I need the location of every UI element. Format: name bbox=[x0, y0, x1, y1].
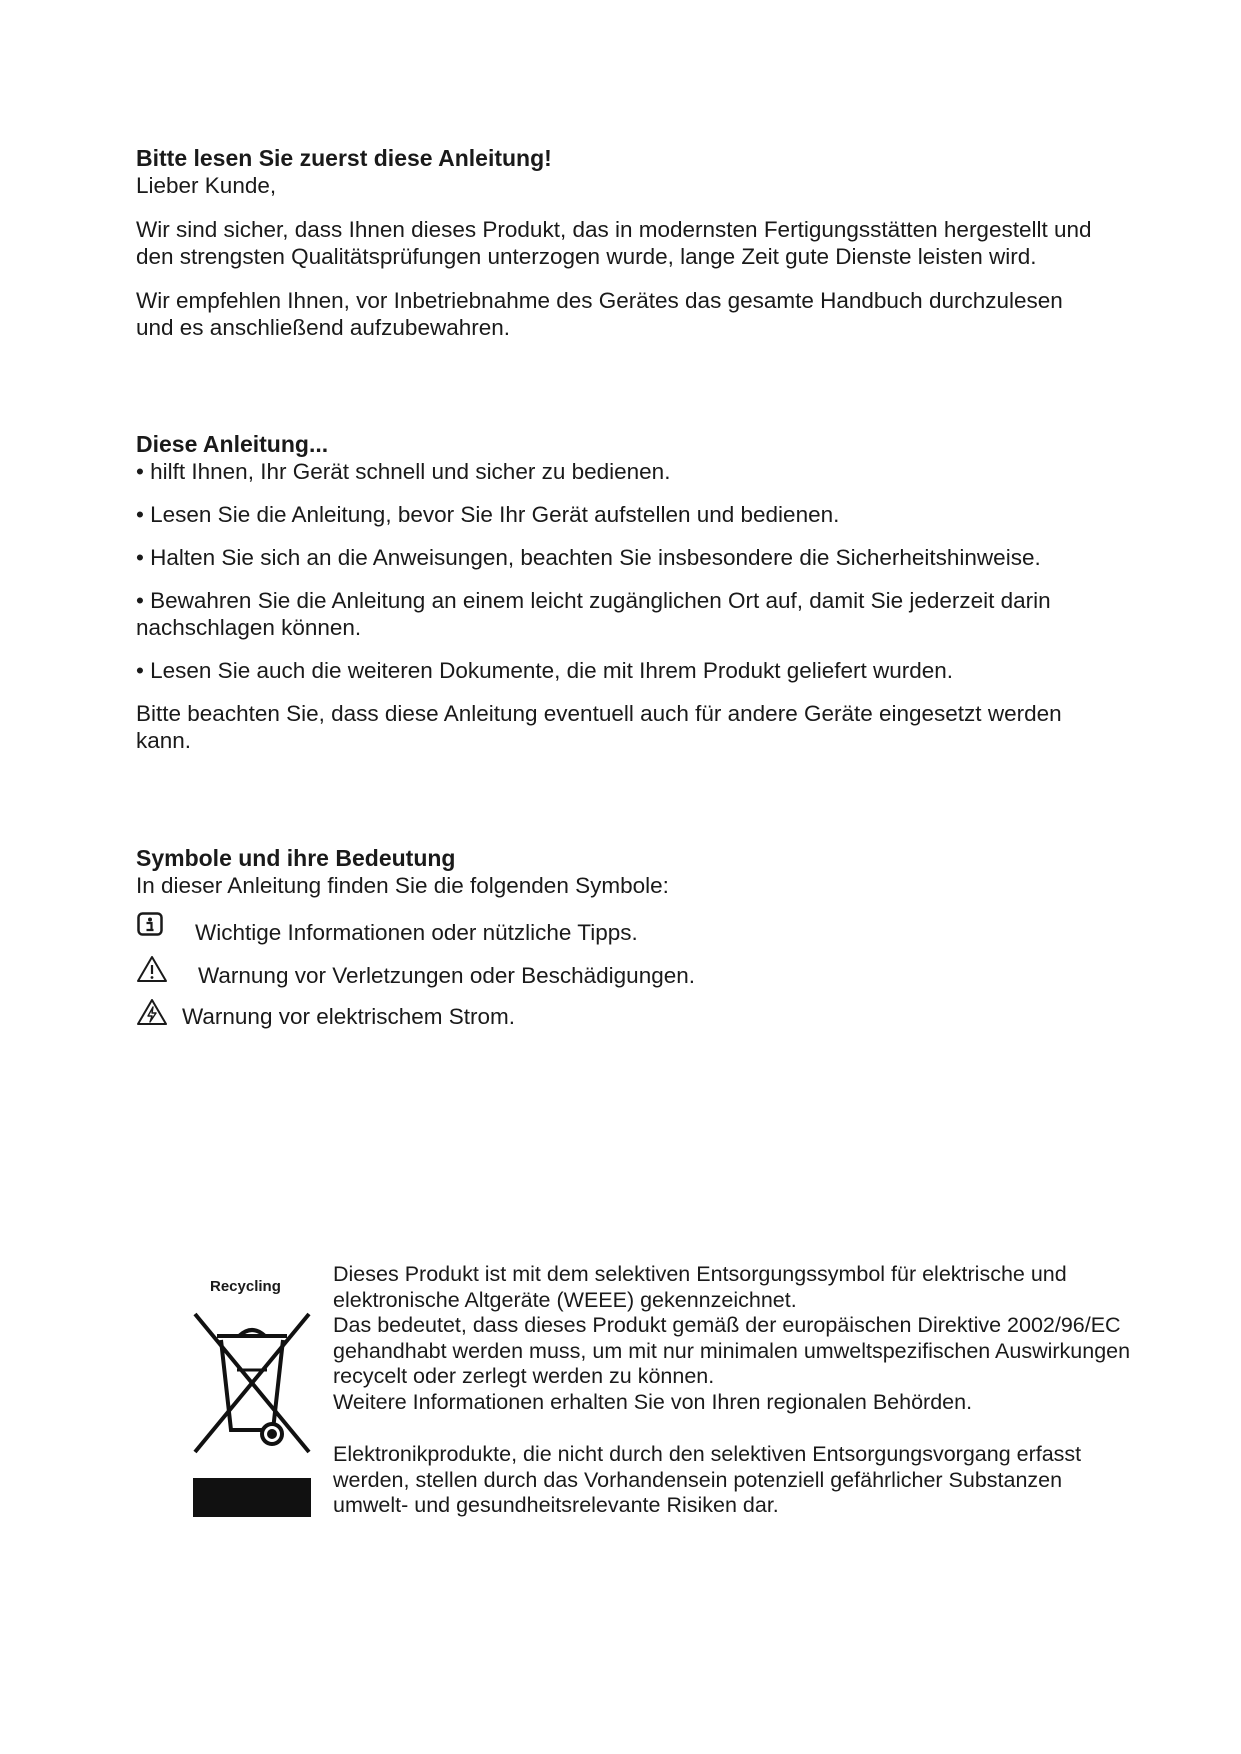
recycling-label: Recycling bbox=[210, 1278, 281, 1295]
guide-section bbox=[136, 430, 1096, 754]
guide-item: • Lesen Sie die Anleitung, bevor Sie Ihr Gerät aufstellen und bedienen. bbox=[136, 502, 840, 527]
recycling-paragraph: Dieses Produkt ist mit dem selektiven Entsorgungssymbol für elektrische und elektronische Altgeräte (WEEE) gekennzeichnet. bbox=[333, 1262, 1067, 1312]
symbol-text: Wichtige Informationen oder nützliche Tipps. bbox=[195, 920, 638, 945]
guide-item: • Lesen Sie auch die weiteren Dokumente, die mit Ihrem Produkt geliefert wurden. bbox=[136, 658, 954, 683]
recycling-paragraph: Weitere Informationen erhalten Sie von Ihren regionalen Behörden. bbox=[333, 1389, 973, 1414]
symbol-text: Warnung vor elektrischem Strom. bbox=[182, 1004, 516, 1029]
intro-heading: Bitte lesen Sie zuerst diese Anleitung! bbox=[136, 145, 552, 171]
intro-paragraph-2: Wir empfehlen Ihnen, vor Inbetriebnahme des Gerätes das gesamte Handbuch durchzulesen und es anschließend aufzubewahren. bbox=[136, 288, 1063, 340]
guide-note: Bitte beachten Sie, dass diese Anleitung eventuell auch für andere Geräte eingesetzt werden kann. bbox=[136, 701, 1062, 753]
salutation: Lieber Kunde, bbox=[136, 173, 277, 198]
warning-triangle-icon bbox=[136, 955, 168, 983]
recycling-paragraph: Das bedeutet, dass dieses Produkt gemäß der europäischen Direktive 2002/96/EC gehandhabt werden muss, um mit nur minimalen umweltspezifischen Auswirkungen recycelt oder zerlegt werden zu können. bbox=[333, 1313, 1131, 1388]
weee-crossed-bin-icon bbox=[193, 1312, 311, 1519]
guide-item: • Bewahren Sie die Anleitung an einem leicht zugänglichen Ort auf, damit Sie jederzeit darin nachschlagen können. bbox=[136, 588, 1051, 640]
guide-heading: Diese Anleitung... bbox=[136, 431, 329, 457]
recycling-paragraph: Elektronikprodukte, die nicht durch den selektiven Entsorgungsvorgang erfasst werden, stellen durch das Vorhandensein potenziell gefährlicher Substanzen umwelt- und gesundheitsrelevante Risiken dar. bbox=[333, 1442, 1082, 1517]
symbol-text: Warnung vor Verletzungen oder Beschädigungen. bbox=[198, 963, 695, 988]
symbols-heading: Symbole und ihre Bedeutung bbox=[136, 845, 456, 871]
info-icon bbox=[137, 912, 163, 936]
guide-item: • hilft Ihnen, Ihr Gerät schnell und sicher zu bedienen. bbox=[136, 459, 671, 484]
intro-paragraph-1: Wir sind sicher, dass Ihnen dieses Produkt, das in modernsten Fertigungsstätten hergestellt und den strengsten Qualitätsprüfungen unterzogen wurde, lange Zeit gute Dienste leisten wird. bbox=[136, 217, 1092, 269]
intro-section bbox=[136, 144, 1096, 341]
electric-warning-icon bbox=[136, 998, 168, 1026]
symbols-intro: In dieser Anleitung finden Sie die folgenden Symbole: bbox=[136, 873, 669, 898]
guide-item: • Halten Sie sich an die Anweisungen, beachten Sie insbesondere die Sicherheitshinweise. bbox=[136, 545, 1041, 570]
recycling-text bbox=[333, 1262, 1133, 1519]
symbols-section bbox=[136, 844, 1096, 899]
